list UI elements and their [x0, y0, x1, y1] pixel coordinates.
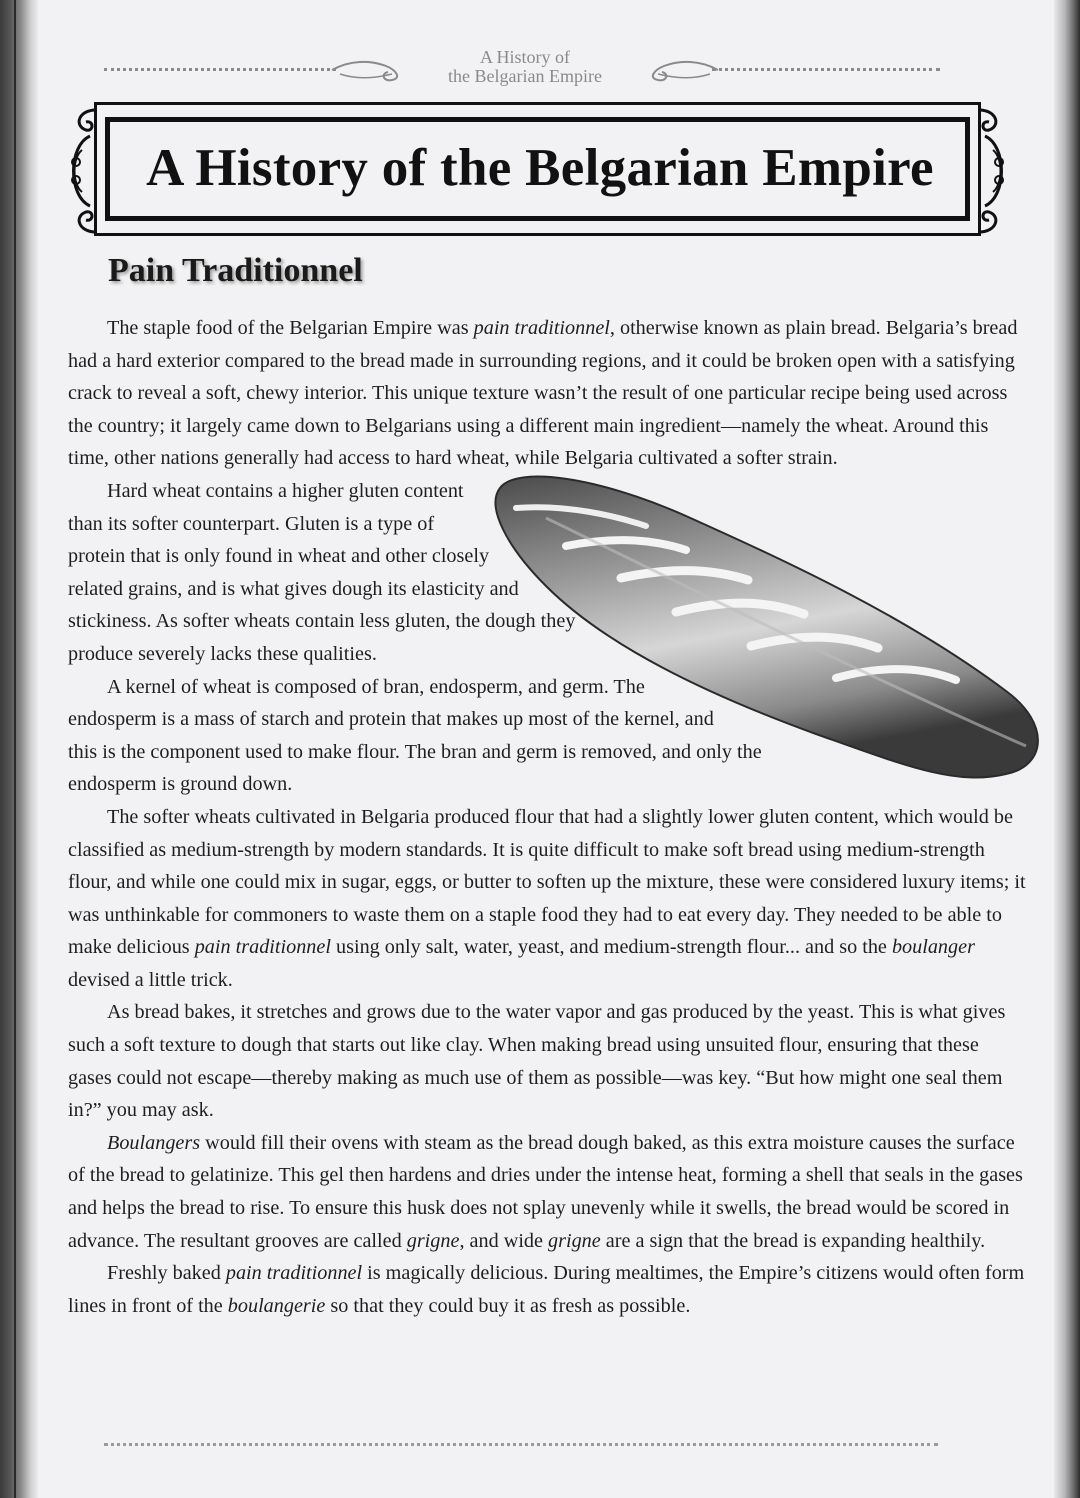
float-spacer-top — [1025, 312, 1026, 487]
flourish-left-icon — [330, 52, 410, 88]
flourish-right-icon — [640, 52, 720, 88]
running-header-title — [420, 48, 630, 86]
italic-term: grigne — [548, 1229, 601, 1252]
text-run: so that they could buy it as fresh as possible. — [325, 1294, 691, 1317]
body-text — [68, 312, 1026, 1322]
body-paragraph — [68, 801, 1026, 997]
section-heading: Pain Traditionnel — [108, 252, 363, 289]
header-dotted-rule-right — [712, 68, 940, 71]
italic-term: boulanger — [891, 936, 975, 959]
text-run: would fill their ovens with steam as the bread dough baked, as this extra moisture causes the surface of the bread to gelatinize. This gel then hardens and dries under the intense heat, forming a shell that seals in the gases and helps the bread to rise. To ensure this husk does not splay unevenly while it swells, the bread would be scored in advance. The resultant grooves are called — [68, 1131, 1023, 1252]
body-paragraph — [68, 996, 1026, 1126]
text-run: The staple food of the Belgarian Empire was — [107, 317, 474, 339]
text-run: , otherwise known as plain bread. Belgaria’s bread had a hard exterior compared to the bread made in surrounding regions, and it could be broken open with a satisfying crack to reveal a soft, chewy interior. This unique texture wasn’t the result of one particular recipe being used across the country; it largely came down to Belgarians using a different main ingredient—namely the wheat. Around this time, other nations generally had access to hard wheat, while Belgaria cultivated a softer strain. — [68, 317, 1018, 470]
body-paragraph — [68, 1257, 1026, 1322]
text-run: Hard wheat contains a higher gluten content than its softer counterpart. Gluten is a type of protein that is only found in wheat and other closely related grains, and is what gives dough its elasticity and stickiness. As softer wheats contain less gluten, the dough they produce severely lacks these qualities. — [68, 479, 576, 665]
text-run: As bread bakes, it stretches and grows due to the water vapor and gas produced by the yeast. This is what gives such a soft texture to dough that starts out like clay. When making bread using unsuited flour, ensuring that these gases could not escape—thereby making as much use of them as possible—was key. “But how might one seal them in?” you may ask. — [68, 1001, 1006, 1122]
text-run: using only salt, water, yeast, and medium-strength flour... and so the — [330, 936, 892, 959]
running-header-line-1: A History of — [480, 47, 570, 67]
text-run: devised a little trick. — [68, 968, 233, 991]
body-paragraph — [68, 1127, 1026, 1257]
book-page-edge-right — [1054, 0, 1080, 1498]
running-header — [0, 48, 1080, 94]
text-run: A kernel of wheat is composed of bran, endosperm, and germ. The endosperm is a mass of starch and protein that makes up most of the kernel, and this is the component used to make flour. The bran and germ is removed, and only the endosperm is ground down. — [68, 675, 762, 796]
italic-term: grigne — [406, 1229, 460, 1252]
book-spine-left — [0, 0, 38, 1498]
header-dotted-rule-left — [104, 68, 336, 71]
body-paragraph — [68, 312, 1026, 475]
text-run: Freshly baked — [107, 1262, 226, 1285]
italic-term: pain traditionnel — [194, 936, 331, 959]
italic-term: pain traditionnel — [473, 317, 610, 339]
text-run: is magically delicious. During mealtimes, the Empire’s citizens would often form lines in front of the — [68, 1262, 1025, 1317]
running-header-line-2: the Belgarian Empire — [448, 66, 602, 86]
baguette-illustration-icon — [486, 466, 1046, 806]
footer-dotted-rule — [104, 1443, 938, 1446]
italic-term: Boulangers — [107, 1131, 201, 1154]
text-run: The softer wheats cultivated in Belgaria produced flour that had a slightly lower gluten content, which would be classified as medium-strength by modern standards. It is quite difficult to make soft bread using medium-strength flour, and while one could mix in sugar, eggs, or butter to soften up the mixture, these were considered luxury items; it was unthinkable for commoners to waste them on a staple food they had to eat every day. They needed to be able to make delicious — [68, 805, 1026, 959]
italic-term: pain traditionnel — [225, 1262, 363, 1285]
text-run: are a sign that the bread is expanding healthily. — [600, 1229, 986, 1252]
text-run: , and wide — [459, 1229, 549, 1252]
italic-term: boulangerie — [227, 1294, 326, 1317]
page-title: A History of the Belgarian Empire — [146, 139, 934, 197]
